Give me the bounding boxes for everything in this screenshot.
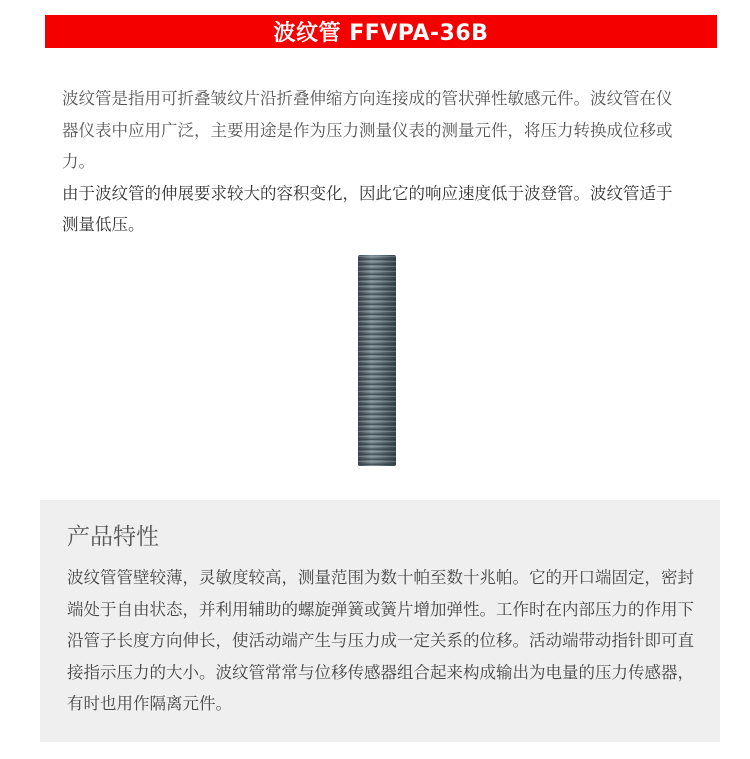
title-bar <box>45 15 717 48</box>
page-title: 波纹管 FFVPA-36B <box>273 21 489 46</box>
intro-section <box>62 83 682 241</box>
intro-paragraph-1: 波纹管是指用可折叠皱纹片沿折叠伸缩方向连接成的管状弹性敏感元件。波纹管在仪器仪表中应用广泛，主要用途是作为压力测量仪表的测量元件，将压力转换成位移或力。 <box>62 89 673 171</box>
features-body: 波纹管管壁较薄，灵敏度较高，测量范围为数十帕至数十兆帕。它的开口端固定，密封端处于自由状态，并利用辅助的螺旋弹簧或簧片增加弹性。工作时在内部压力的作用下沿管子长度方向伸长，使活动端产生与压力成一定关系的位移。活动端带动指针即可直接指示压力的大小。波纹管常常与位移传感器组合起来构成输出为电量的压力传感器，有时也用作隔离元件。 <box>67 568 694 713</box>
features-panel <box>40 500 720 742</box>
features-heading: 产品特性 <box>67 524 159 550</box>
intro-paragraph-2: 由于波纹管的伸展要求较大的容积变化，因此它的响应速度低于波登管。波纹管适于测量低压。 <box>62 183 673 234</box>
product-image <box>357 255 397 466</box>
